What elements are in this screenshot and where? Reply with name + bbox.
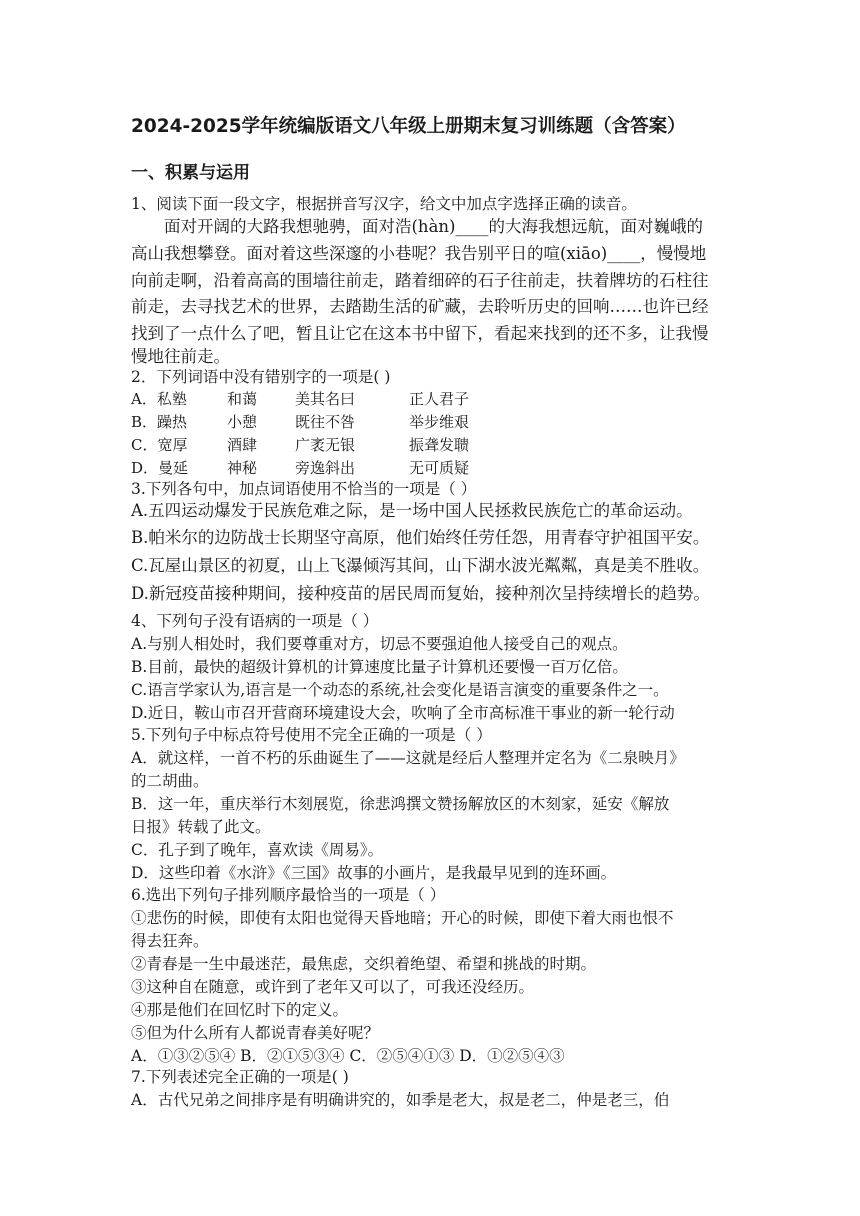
q2-word: 和蔼 <box>227 390 258 408</box>
q3-option: A.五四运动爆发于民族危难之际，是一场中国人民拯救民族危亡的革命运动。 <box>131 501 693 520</box>
q3-option: B.帕米尔的边防战士长期坚守高原，他们始终任劳任怨，用青春守护祖国平安。 <box>131 528 710 547</box>
q4-option: D.近日，鞍山市召开营商环境建设大会，吹响了全市高标准干事业的新一轮行动 <box>131 704 675 722</box>
q7-line: A．古代兄弟之间排序是有明确讲究的，如季是老大，叔是老二，仲是老三，伯 <box>131 1091 670 1109</box>
q6-line: ③这种自在随意，或许到了老年又可以了，可我还没经历。 <box>131 978 535 996</box>
q2-word: D．曼延 <box>131 459 189 477</box>
q4-stem: 4、下列句子没有语病的一项是（ ） <box>131 612 379 630</box>
q4-option: B.目前，最快的超级计算机的计算速度比量子计算机还要慢一百万亿倍。 <box>131 658 628 676</box>
q2-word: 举步维艰 <box>409 413 470 431</box>
q5-stem: 5.下列句子中标点符号使用不完全正确的一项是（ ） <box>131 726 492 744</box>
q2-word: A．私塾 <box>131 390 187 408</box>
q7-stem: 7.下列表述完全正确的一项是( ) <box>131 1068 349 1086</box>
q6-line: ⑤但为什么所有人都说青春美好呢？ <box>131 1024 380 1042</box>
q1-line: 面对开阔的大路我想驰骋，面对浩(hàn)____的大海我想远航，面对巍峨的 <box>164 217 703 236</box>
q6-answer-options: A．①③②⑤④ B．②①⑤③④ C．②⑤④①③ D．①②⑤④③ <box>131 1047 565 1065</box>
q5-line: D．这些印着《水浒》《三国》故事的小画片，是我最早见到的连环画。 <box>131 864 617 882</box>
q2-word: C．宽厚 <box>131 436 188 454</box>
q5-line: B．这一年，重庆举行木刻展览，徐悲鸿撰文赞扬解放区的木刻家，延安《解放 <box>131 795 670 813</box>
q3-option: C.瓦屋山景区的初夏，山上飞瀑倾泻其间，山下湖水波光粼粼，真是美不胜收。 <box>131 556 710 575</box>
q5-line: 日报》转载了此文。 <box>131 818 271 836</box>
q5-line: A．就这样，一首不朽的乐曲诞生了——这就是经后人整理并定名为《二泉映月》 <box>131 749 685 767</box>
q2-stem: 2．下列词语中没有错别字的一项是( ) <box>131 368 391 386</box>
q1-line: 找到了一点什么了吧，暂且让它在这本书中留下，看起来找到的还不多，让我慢 <box>131 324 709 343</box>
q2-word: 既往不咎 <box>295 413 356 431</box>
q2-word: B．躁热 <box>131 413 188 431</box>
section-heading: 一、积累与运用 <box>131 163 250 183</box>
q6-stem: 6.选出下列句子排列顺序最恰当的一项是（ ） <box>131 886 446 904</box>
q6-line: ②青春是一生中最迷茫，最焦虑，交织着绝望、希望和挑战的时期。 <box>131 955 597 973</box>
q2-word: 酒肆 <box>227 436 258 454</box>
q2-word: 正人君子 <box>409 390 470 408</box>
q5-line: 的二胡曲。 <box>131 772 209 790</box>
q4-option: A.与别人相处时，我们要尊重对方，切忌不要强迫他人接受自己的观点。 <box>131 635 628 653</box>
q2-word: 振聋发聩 <box>409 436 470 454</box>
q1-line: 前走，去寻找艺术的世界，去踏勘生活的矿藏，去聆听历史的回响……也许已经 <box>131 297 709 316</box>
q2-word: 广袤无银 <box>295 436 356 454</box>
q2-word: 美其名曰 <box>295 390 356 408</box>
q3-option: D.新冠疫苗接种期间，接种疫苗的居民周而复始，接种剂次呈持续增长的趋势。 <box>131 584 710 603</box>
q1-stem: 1、阅读下面一段文字，根据拼音写汉字，给文中加点字选择正确的读音。 <box>131 195 637 213</box>
q6-line: 得去狂奔。 <box>131 932 209 950</box>
q2-word: 小憩 <box>227 413 258 431</box>
q3-stem: 3.下列各句中，加点词语使用不恰当的一项是（ ） <box>131 480 477 498</box>
q1-line: 慢地往前走。 <box>131 347 230 366</box>
q6-line: ④那是他们在回忆时下的定义。 <box>131 1001 349 1019</box>
document-title: 2024-2025学年统编版语文八年级上册期末复习训练题（含答案） <box>131 116 686 137</box>
q4-option: C.语言学家认为,语言是一个动态的系统,社会变化是语言演变的重要条件之一。 <box>131 681 669 699</box>
q2-word: 神秘 <box>227 459 258 477</box>
q1-line: 高山我想攀登。面对着这些深邃的小巷呢？我告别平日的喧(xiāo)____，慢慢地 <box>131 244 707 263</box>
q6-line: ①悲伤的时候，即使有太阳也觉得天昏地暗；开心的时候，即使下着大雨也恨不 <box>131 909 674 927</box>
q5-line: C．孔子到了晚年，喜欢读《周易》。 <box>131 841 384 859</box>
q1-line: 向前走啊，沿着高高的围墙往前走，踏着细碎的石子往前走，扶着牌坊的石柱往 <box>131 271 709 290</box>
q2-word: 旁逸斜出 <box>295 459 356 477</box>
q2-word: 无可质疑 <box>409 459 470 477</box>
